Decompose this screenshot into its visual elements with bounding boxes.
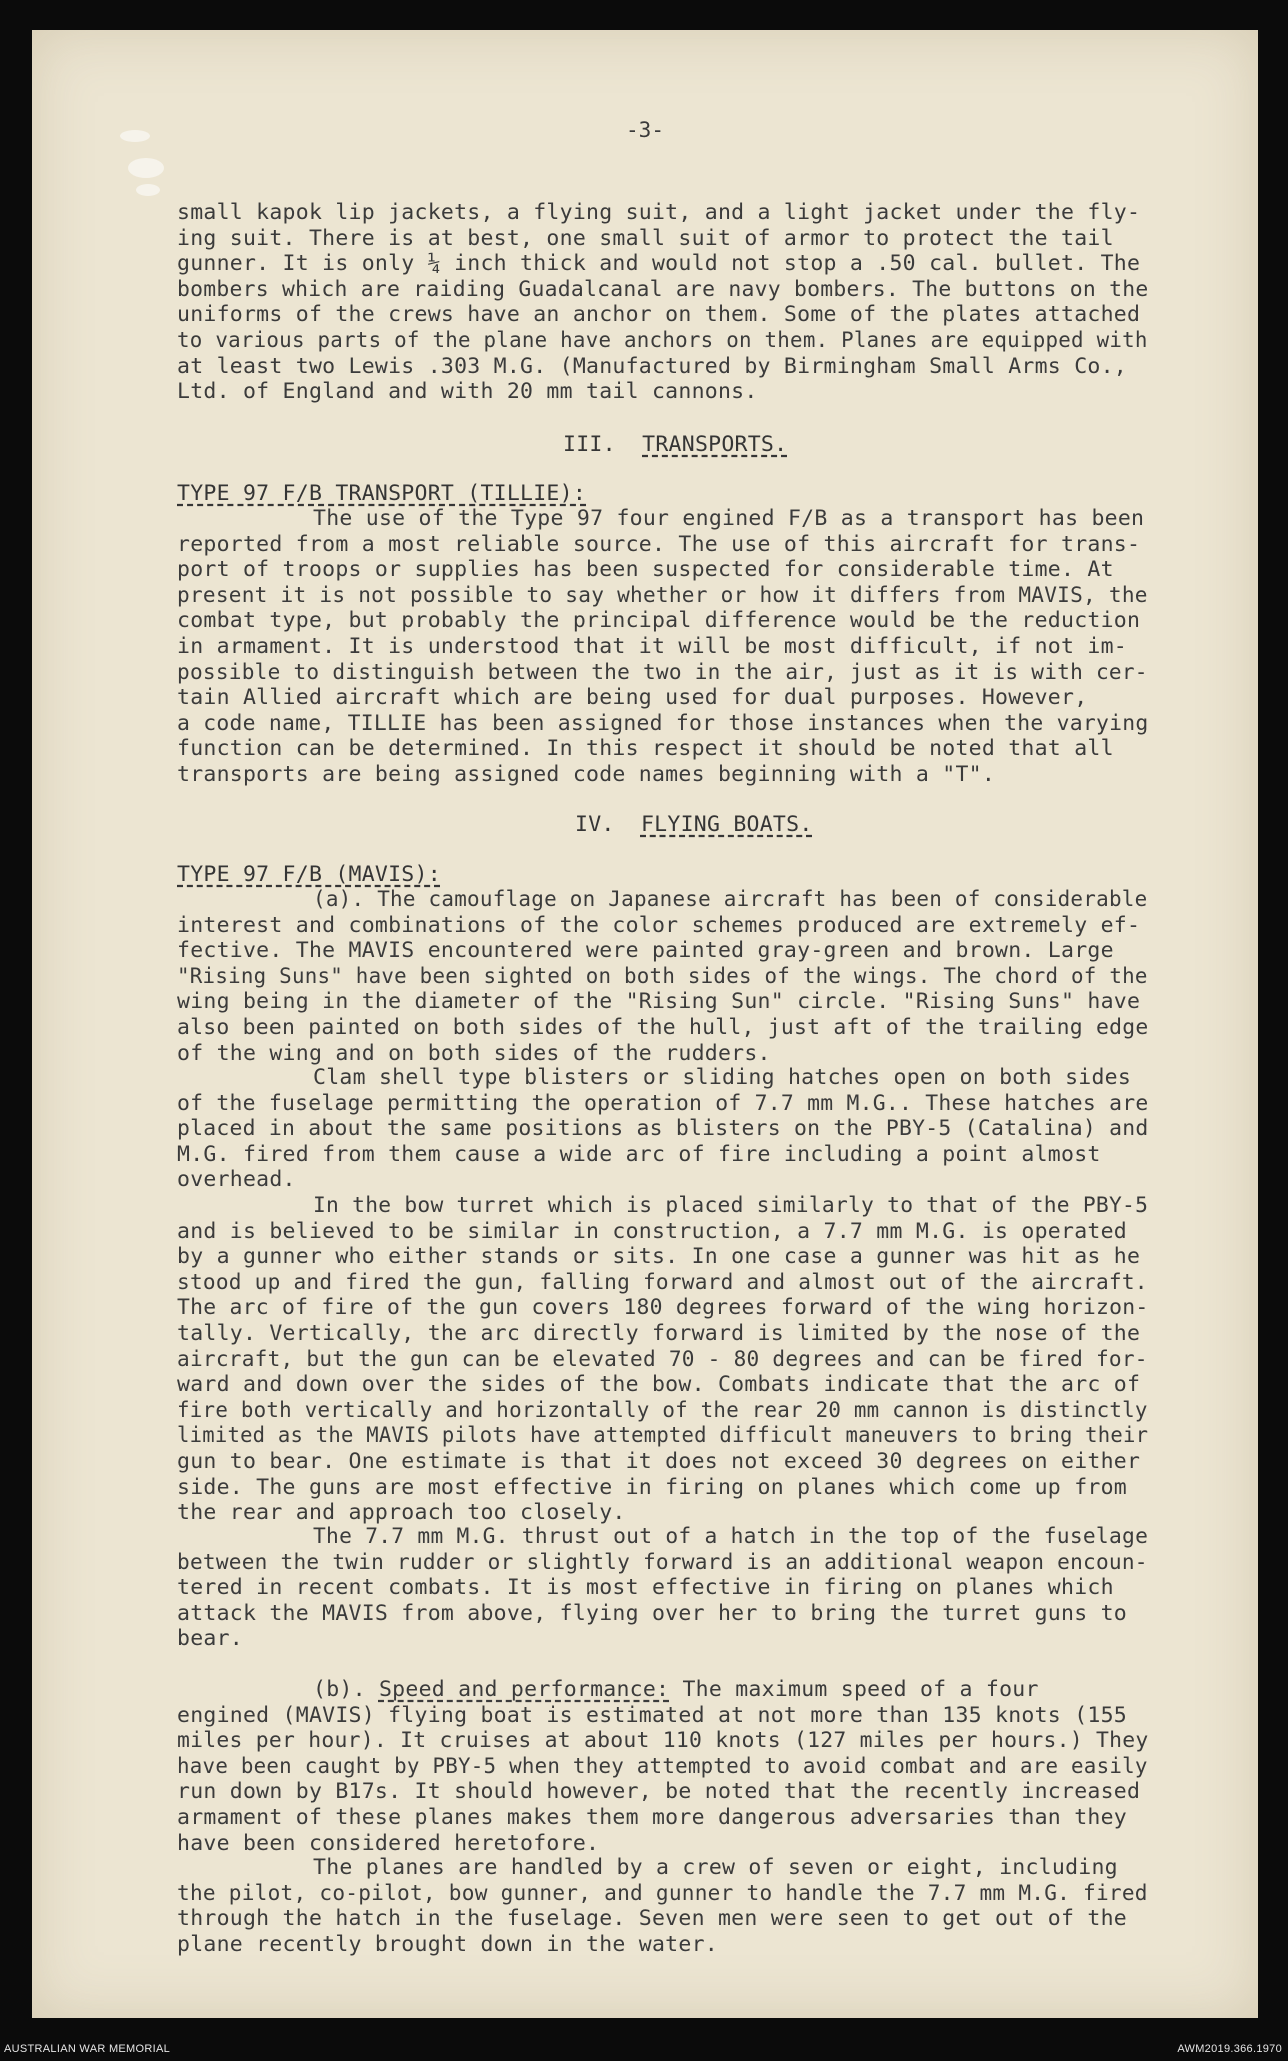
body-line: stood up and fired the gun, falling forward and almost out of the aircraft.: [177, 1269, 1148, 1295]
body-line: [313, 1677, 1039, 1702]
body-line: gunner. It is only ¼ inch thick and would not stop a .50 cal. bullet. The: [177, 251, 1141, 277]
body-line: at least two Lewis .303 M.G. (Manufactured by Birmingham Small Arms Co.,: [177, 353, 1127, 379]
part-label: (b).: [313, 1677, 366, 1702]
body-line: bombers which are raiding Guadalcanal are navy bombers. The buttons on the: [177, 276, 1149, 302]
body-line: the pilot, co-pilot, bow gunner, and gunner to handle the 7.7 mm M.G. fired: [177, 1880, 1148, 1906]
body-text: The maximum speed of a four: [669, 1677, 1039, 1702]
body-line: armament of these planes makes them more dangerous adversaries than they: [177, 1805, 1127, 1830]
body-line: present it is not possible to say whether or how it differs from MAVIS, the: [177, 582, 1148, 608]
body-line: also been painted on both sides of the hull, just aft of the trailing edge: [177, 1015, 1149, 1040]
body-line: bear.: [177, 1626, 243, 1652]
body-line: side. The guns are most effective in firing on planes which come up from: [177, 1474, 1127, 1500]
body-line: tally. Vertically, the arc directly forward is limited by the nose of the: [177, 1321, 1141, 1346]
body-line: Clam shell type blisters or sliding hatches open on both sides: [313, 1065, 1132, 1090]
body-line: have been caught by PBY-5 when they attempted to avoid combat and are easily: [177, 1753, 1148, 1779]
body-line: a code name, TILLIE has been assigned for those instances when the varying: [177, 710, 1149, 736]
body-line: "Rising Suns" have been sighted on both sides of the wings. The chord of the: [177, 963, 1148, 989]
body-line: fective. The MAVIS encountered were painted gray-green and brown. Large: [177, 938, 1114, 964]
body-line: and is believed to be similar in construction, a 7.7 mm M.G. is operated: [177, 1218, 1127, 1244]
subsection-heading: TYPE 97 F/B (MAVIS):: [177, 862, 441, 887]
body-line: tain Allied aircraft which are being used for dual purposes. However,: [177, 685, 1088, 711]
body-line: overhead.: [177, 1167, 296, 1193]
paper-smudge: [128, 158, 164, 178]
body-line: aircraft, but the gun can be elevated 70 - 80 degrees and can be fired for-: [177, 1346, 1148, 1372]
page-number: -3-: [626, 118, 664, 142]
body-line: by a gunner who either stands or sits. In one case a gunner was hit as he: [177, 1244, 1141, 1270]
section-number: III.: [563, 432, 616, 457]
body-line: placed in about the same positions as blisters on the PBY-5 (Catalina) and: [177, 1116, 1149, 1142]
paper-smudge: [136, 184, 160, 196]
paper-smudge: [120, 130, 150, 142]
body-line: through the hatch in the fuselage. Seven men were seen to get out of the: [177, 1906, 1127, 1932]
body-line: run down by B17s. It should however, be noted that the recently increased: [177, 1779, 1141, 1805]
body-line: interest and combinations of the color schemes produced are extremely ef-: [177, 912, 1141, 938]
body-line: function can be determined. In this respect it should be noted that all: [177, 736, 1114, 762]
body-line: transports are being assigned code names beginning with a "T".: [177, 762, 996, 787]
body-line: fire both vertically and horizontally of the rear 20 mm cannon is distinctly: [177, 1397, 1148, 1423]
body-line: The arc of fire of the gun covers 180 degrees forward of the wing horizon-: [177, 1295, 1149, 1321]
body-line: uniforms of the crews have an anchor on them. Some of the plates attached: [177, 302, 1141, 328]
section-title: FLYING BOATS.: [640, 812, 813, 837]
subsection-heading: TYPE 97 F/B TRANSPORT (TILLIE):: [177, 481, 587, 506]
archive-credit: AUSTRALIAN WAR MEMORIAL: [4, 2043, 171, 2055]
section-number: IV.: [575, 812, 615, 837]
body-line: small kapok lip jackets, a flying suit, and a light jacket under the fly-: [177, 200, 1141, 225]
body-line: The use of the Type 97 four engined F/B as a transport has been: [313, 506, 1145, 531]
body-line: possible to distinguish between the two in the air, just as it is with cer-: [177, 659, 1148, 685]
body-line: engined (MAVIS) flying boat is estimated at not more than 135 knots (155: [177, 1702, 1127, 1728]
body-line: plane recently brought down in the water.: [177, 1931, 718, 1957]
section-heading-flying-boats: [575, 812, 813, 837]
section-heading-transports: [563, 432, 787, 457]
body-line: combat type, but probably the principal difference would be the reduction: [177, 608, 1141, 634]
body-line: gun to bear. One estimate is that it does not exceed 30 degrees on either: [177, 1449, 1141, 1474]
body-line: reported from a most reliable source. The use of this aircraft for trans-: [177, 531, 1141, 557]
body-line: between the twin rudder or slightly forward is an additional weapon encoun-: [177, 1549, 1148, 1575]
body-line: The planes are handled by a crew of seven or eight, including: [313, 1855, 1118, 1880]
archive-reference: AWM2019.366.1970: [1177, 2043, 1282, 2055]
body-line: Ltd. of England and with 20 mm tail cannons.: [177, 379, 758, 405]
body-line: wing being in the diameter of the "Rising Sun" circle. "Rising Suns" have: [177, 989, 1141, 1015]
body-line: ing suit. There is at best, one small suit of armor to protect the tail: [177, 225, 1114, 251]
body-line: tered in recent combats. It is most effective in firing on planes which: [177, 1575, 1114, 1601]
body-line: limited as the MAVIS pilots have attempted difficult maneuvers to bring their: [177, 1423, 1149, 1449]
speed-performance-subheading: Speed and performance:: [378, 1677, 670, 1702]
body-line: of the fuselage permitting the operation of 7.7 mm M.G.. These hatches are: [177, 1090, 1149, 1116]
body-line: The 7.7 mm M.G. thrust out of a hatch in the top of the fuselage: [313, 1524, 1149, 1549]
body-line: have been considered heretofore.: [177, 1830, 600, 1856]
body-line: attack the MAVIS from above, flying over her to bring the turret guns to: [177, 1600, 1127, 1626]
body-line: (a). The camouflage on Japanese aircraft has been of considerable: [313, 887, 1148, 912]
body-line: of the wing and on both sides of the rudders.: [177, 1040, 771, 1066]
section-title: TRANSPORTS.: [642, 432, 788, 457]
body-line: port of troops or supplies has been suspected for considerable time. At: [177, 557, 1114, 583]
body-line: to various parts of the plane have anchors on them. Planes are equipped with: [177, 328, 1148, 353]
body-line: In the bow turret which is placed similarly to that of the PBY-5: [313, 1193, 1149, 1218]
body-line: ward and down over the sides of the bow. Combats indicate that the arc of: [177, 1372, 1141, 1398]
body-line: M.G. fired from them cause a wide arc of fire including a point almost: [177, 1141, 1101, 1167]
body-line: miles per hour). It cruises at about 110 knots (127 miles per hours.) They: [177, 1728, 1149, 1754]
body-line: the rear and approach too closely.: [177, 1500, 626, 1526]
body-line: in armament. It is understood that it will be most difficult, if not im-: [177, 634, 1127, 659]
